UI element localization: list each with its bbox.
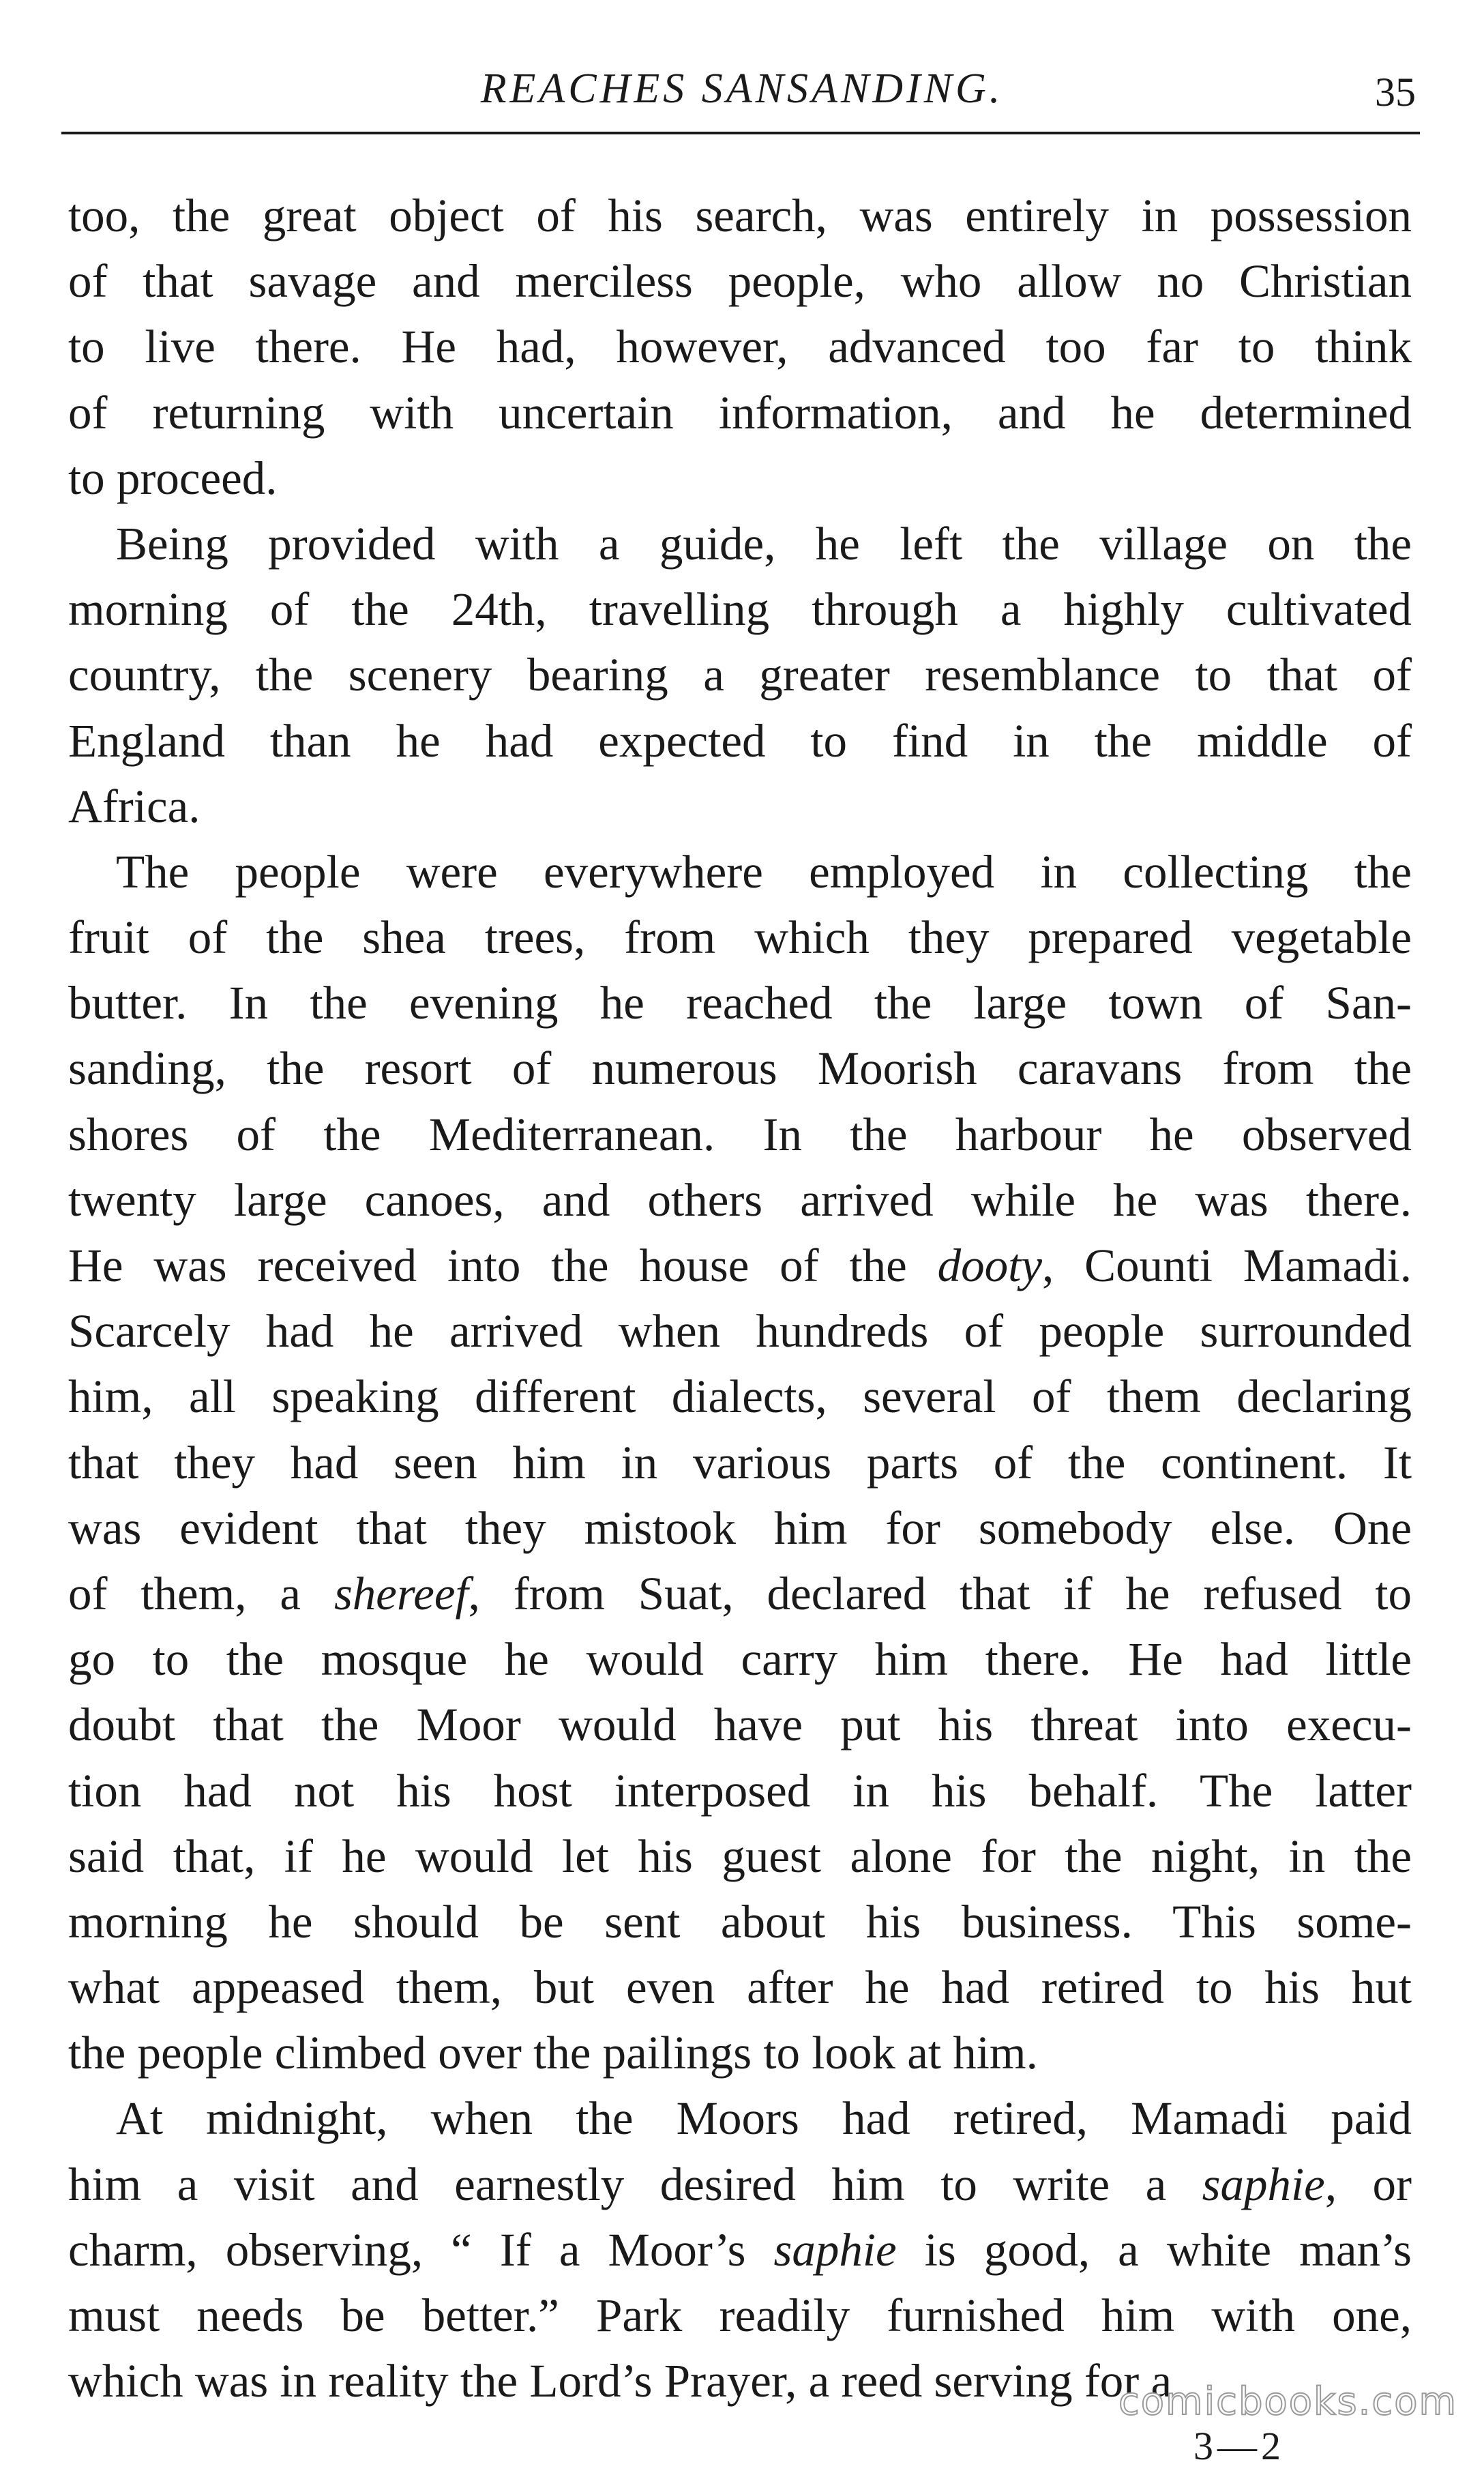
running-title: REACHES SANSANDING.	[480, 65, 1004, 112]
text-line: morning of the 24th, travelling through a highly cultivated	[68, 583, 1412, 636]
italic-term: saphie	[773, 2223, 897, 2276]
text-line: sanding, the resort of numerous Moorish caravans from the	[68, 1042, 1412, 1095]
text-line: At midnight, when the Moors had retired, Mamadi paid	[116, 2092, 1412, 2145]
text-line: him, all speaking different dialects, several of them declaring	[68, 1371, 1412, 1423]
header-rule	[61, 132, 1420, 134]
text-line: Africa.	[68, 780, 201, 832]
text-line: Scarcely had he arrived when hundreds of people surrounded	[68, 1305, 1412, 1358]
paragraph	[68, 2085, 1412, 2414]
text-line: twenty large canoes, and others arrived while he was there.	[68, 1173, 1412, 1226]
paragraph	[68, 839, 1412, 2086]
text-line: charm, observing, “ If a Moor’s saphie is good, a white man’s	[68, 2223, 1412, 2276]
text-line: him a visit and earnestly desired him to write a saphie, or	[68, 2158, 1412, 2210]
watermark: comicbooks.com	[1118, 2379, 1458, 2424]
text-line: shores of the Mediterranean. In the harbour he observed	[68, 1108, 1412, 1160]
italic-term: shereef	[333, 1567, 469, 1620]
paragraph	[68, 183, 1412, 511]
text-line: said that, if he would let his guest alone for the night, in the	[68, 1830, 1412, 1882]
text-line: The people were everywhere employed in collecting the	[116, 845, 1412, 898]
text-line: was evident that they mistook him for somebody else. One	[68, 1502, 1412, 1554]
body-text	[68, 183, 1412, 2414]
text-line: the people climbed over the pailings to look at him.	[68, 2027, 1038, 2079]
text-line: to proceed.	[68, 452, 278, 504]
signature-mark: 3—2	[1193, 2424, 1285, 2468]
text-line: tion had not his host interposed in his behalf. The latter	[68, 1764, 1412, 1817]
text-line: butter. In the evening he reached the large town of San-	[68, 977, 1412, 1029]
italic-term: dooty	[937, 1240, 1042, 1291]
page-number: 35	[1375, 70, 1416, 115]
text-line: country, the scenery bearing a greater resemblance to that of	[68, 649, 1412, 701]
text-line: morning he should be sent about his business. This some-	[68, 1895, 1412, 1948]
italic-term: saphie	[1202, 2158, 1325, 2210]
text-line: of them, a shereef, from Suat, declared that if he refused to	[68, 1567, 1412, 1620]
text-line: He was received into the house of the dooty, Counti Mamadi.	[68, 1240, 1412, 1291]
text-line: too, the great object of his search, was entirely in possession	[68, 190, 1412, 241]
paragraph	[68, 511, 1412, 839]
text-line: England than he had expected to find in the middle of	[68, 714, 1412, 767]
text-line: which was in reality the Lord’s Prayer, a reed serving for a	[68, 2355, 1172, 2407]
text-line: fruit of the shea trees, from which they prepared vegetable	[68, 911, 1412, 964]
text-line: that they had seen him in various parts of the continent. It	[68, 1436, 1412, 1489]
text-line: Being provided with a guide, he left the village on the	[116, 517, 1412, 570]
text-line: of returning with uncertain information, and he determined	[68, 386, 1412, 439]
text-line: go to the mosque he would carry him there. He had little	[68, 1633, 1412, 1686]
text-line: to live there. He had, however, advanced too far to think	[68, 321, 1412, 373]
text-line: of that savage and merciless people, who allow no Christian	[68, 255, 1412, 308]
text-line: doubt that the Moor would have put his threat into execu-	[68, 1699, 1412, 1751]
running-head	[68, 65, 1416, 119]
text-line: what appeased them, but even after he had retired to his hut	[68, 1961, 1412, 2014]
text-line: must needs be better.” Park readily furnished him with one,	[68, 2289, 1412, 2341]
